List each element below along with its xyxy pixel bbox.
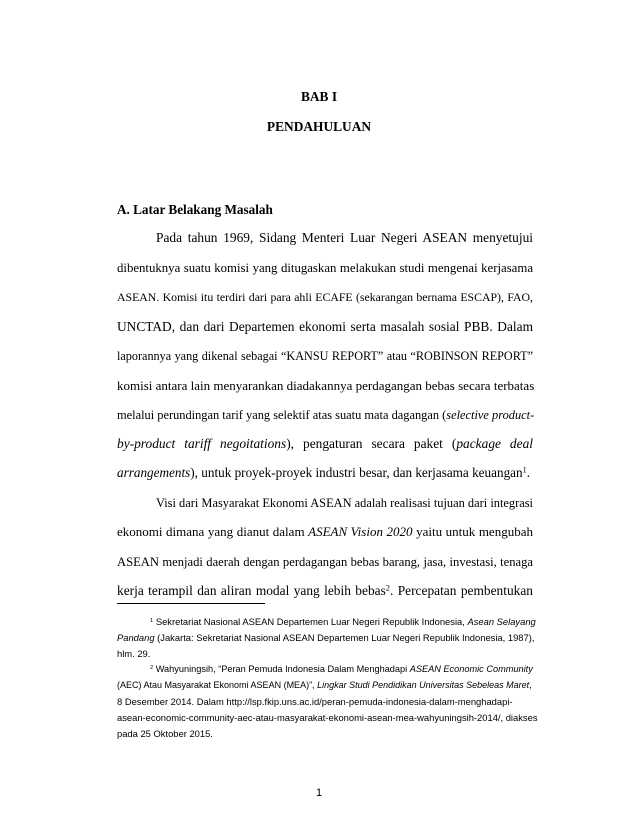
paragraph-1-line-7: [117, 406, 533, 424]
footnote-1-line-1: [150, 615, 537, 628]
paragraph-2-line-4: [117, 582, 533, 600]
footnote-2-line-5: pada 25 Oktober 2015.: [117, 728, 213, 739]
paragraph-1-line-2: dibentuknya suatu komisi yang ditugaskan melakukan studi mengenai kerjasama: [117, 261, 533, 275]
text-run: yaitu untuk mengubah: [412, 524, 533, 539]
paragraph-1-line-3: ASEAN. Komisi itu terdiri dari para ahli ECAFE (sekarangan bernama ESCAP), FAO,: [117, 290, 533, 304]
italic-term: ASEAN Economic Community: [409, 664, 533, 674]
text-run: . Percepatan pembentukan: [389, 583, 533, 598]
italic-term: Pandang: [117, 632, 155, 643]
footnote-ref-1: 1: [522, 465, 527, 475]
page-number: 1: [315, 787, 323, 799]
footnote-1-line-3: hlm. 29.: [117, 648, 151, 659]
footnote-2-line-4: asean-economic-community-aec-atau-masyarakat-ekonomi-asean-mea-wahyuningsih-2014/, diakses: [117, 712, 538, 723]
text-run: ,: [529, 680, 532, 690]
paragraph-1-line-8: [117, 435, 533, 453]
paragraph-1-line-4: UNCTAD, dan dari Departemen ekonomi serta masalah sosial PBB. Dalam: [117, 319, 533, 334]
footnote-1-line-2: [117, 631, 537, 644]
paragraph-2-line-1: Visi dari Masyarakat Ekonomi ASEAN adalah realisasi tujuan dari integrasi: [156, 496, 533, 510]
footnote-2-line-1: [150, 663, 537, 676]
paragraph-1-line-6: komisi antara lain menyarankan diadakannya perdagangan bebas secara terbatas: [117, 378, 535, 393]
footnote-2-number: 2: [150, 664, 154, 671]
italic-term: Asean Selayang: [467, 616, 536, 627]
chapter-label: BAB I: [300, 89, 338, 104]
text-run: Wahyuningsih, “Peran Pemuda Indonesia Dalam Menghadapi: [153, 664, 410, 674]
text-run: ), pengaturan secara paket (: [286, 436, 457, 451]
text-run: .: [526, 465, 531, 480]
footnote-2-line-2: [117, 679, 537, 692]
paragraph-2-line-3: ASEAN menjadi daerah dengan perdagangan bebas barang, jasa, investasi, tenaga: [117, 555, 533, 569]
italic-term: by-product tariff negoitations: [117, 436, 287, 451]
section-heading: A. Latar Belakang Masalah: [117, 202, 273, 217]
text-run: Sekretariat Nasional ASEAN Departemen Luar Negeri Republik Indonesia,: [153, 616, 468, 627]
italic-term: selective product-: [446, 408, 535, 422]
italic-term: package deal: [456, 436, 533, 451]
text-run: (AEC) Atau Masyarakat Ekonomi ASEAN (MEA)”,: [117, 680, 318, 690]
text-run: (Jakarta: Sekretariat Nasional ASEAN Departemen Luar Negeri Republik Indonesia, 1987),: [154, 632, 535, 643]
paragraph-1-line-1: Pada tahun 1969, Sidang Menteri Luar Negeri ASEAN menyetujui: [156, 230, 533, 245]
italic-term: arrangements: [117, 465, 191, 480]
footnote-1-number: 1: [150, 617, 154, 624]
footnote-2-line-3: 8 Desember 2014. Dalam http://lsp.fkip.uns.ac.id/peran-pemuda-indonesia-dalam-menghadapi-: [117, 696, 513, 707]
text-run: ekonomi dimana yang dianut dalam: [117, 524, 309, 539]
paragraph-1-line-5: laporannya yang dikenal sebagai “KANSU REPORT” atau “ROBINSON REPORT”: [117, 349, 533, 363]
chapter-title: PENDAHULUAN: [266, 119, 372, 134]
italic-term: ASEAN Vision 2020: [308, 524, 413, 539]
paragraph-1-line-9: [117, 464, 533, 482]
italic-term: Lingkar Studi Pendidikan Universitas Sebeleas Maret: [317, 680, 530, 690]
paragraph-2-line-2: [117, 523, 533, 541]
text-run: ), untuk proyek-proyek industri besar, dan kerjasama keuangan: [190, 465, 523, 480]
footnote-ref-2: 2: [385, 583, 390, 593]
footnote-separator: [117, 603, 265, 604]
text-run: kerja terampil dan aliran modal yang lebih bebas: [117, 583, 386, 598]
text-run: melalui perundingan tarif yang selektif atas suatu mata dagangan (: [117, 408, 447, 422]
